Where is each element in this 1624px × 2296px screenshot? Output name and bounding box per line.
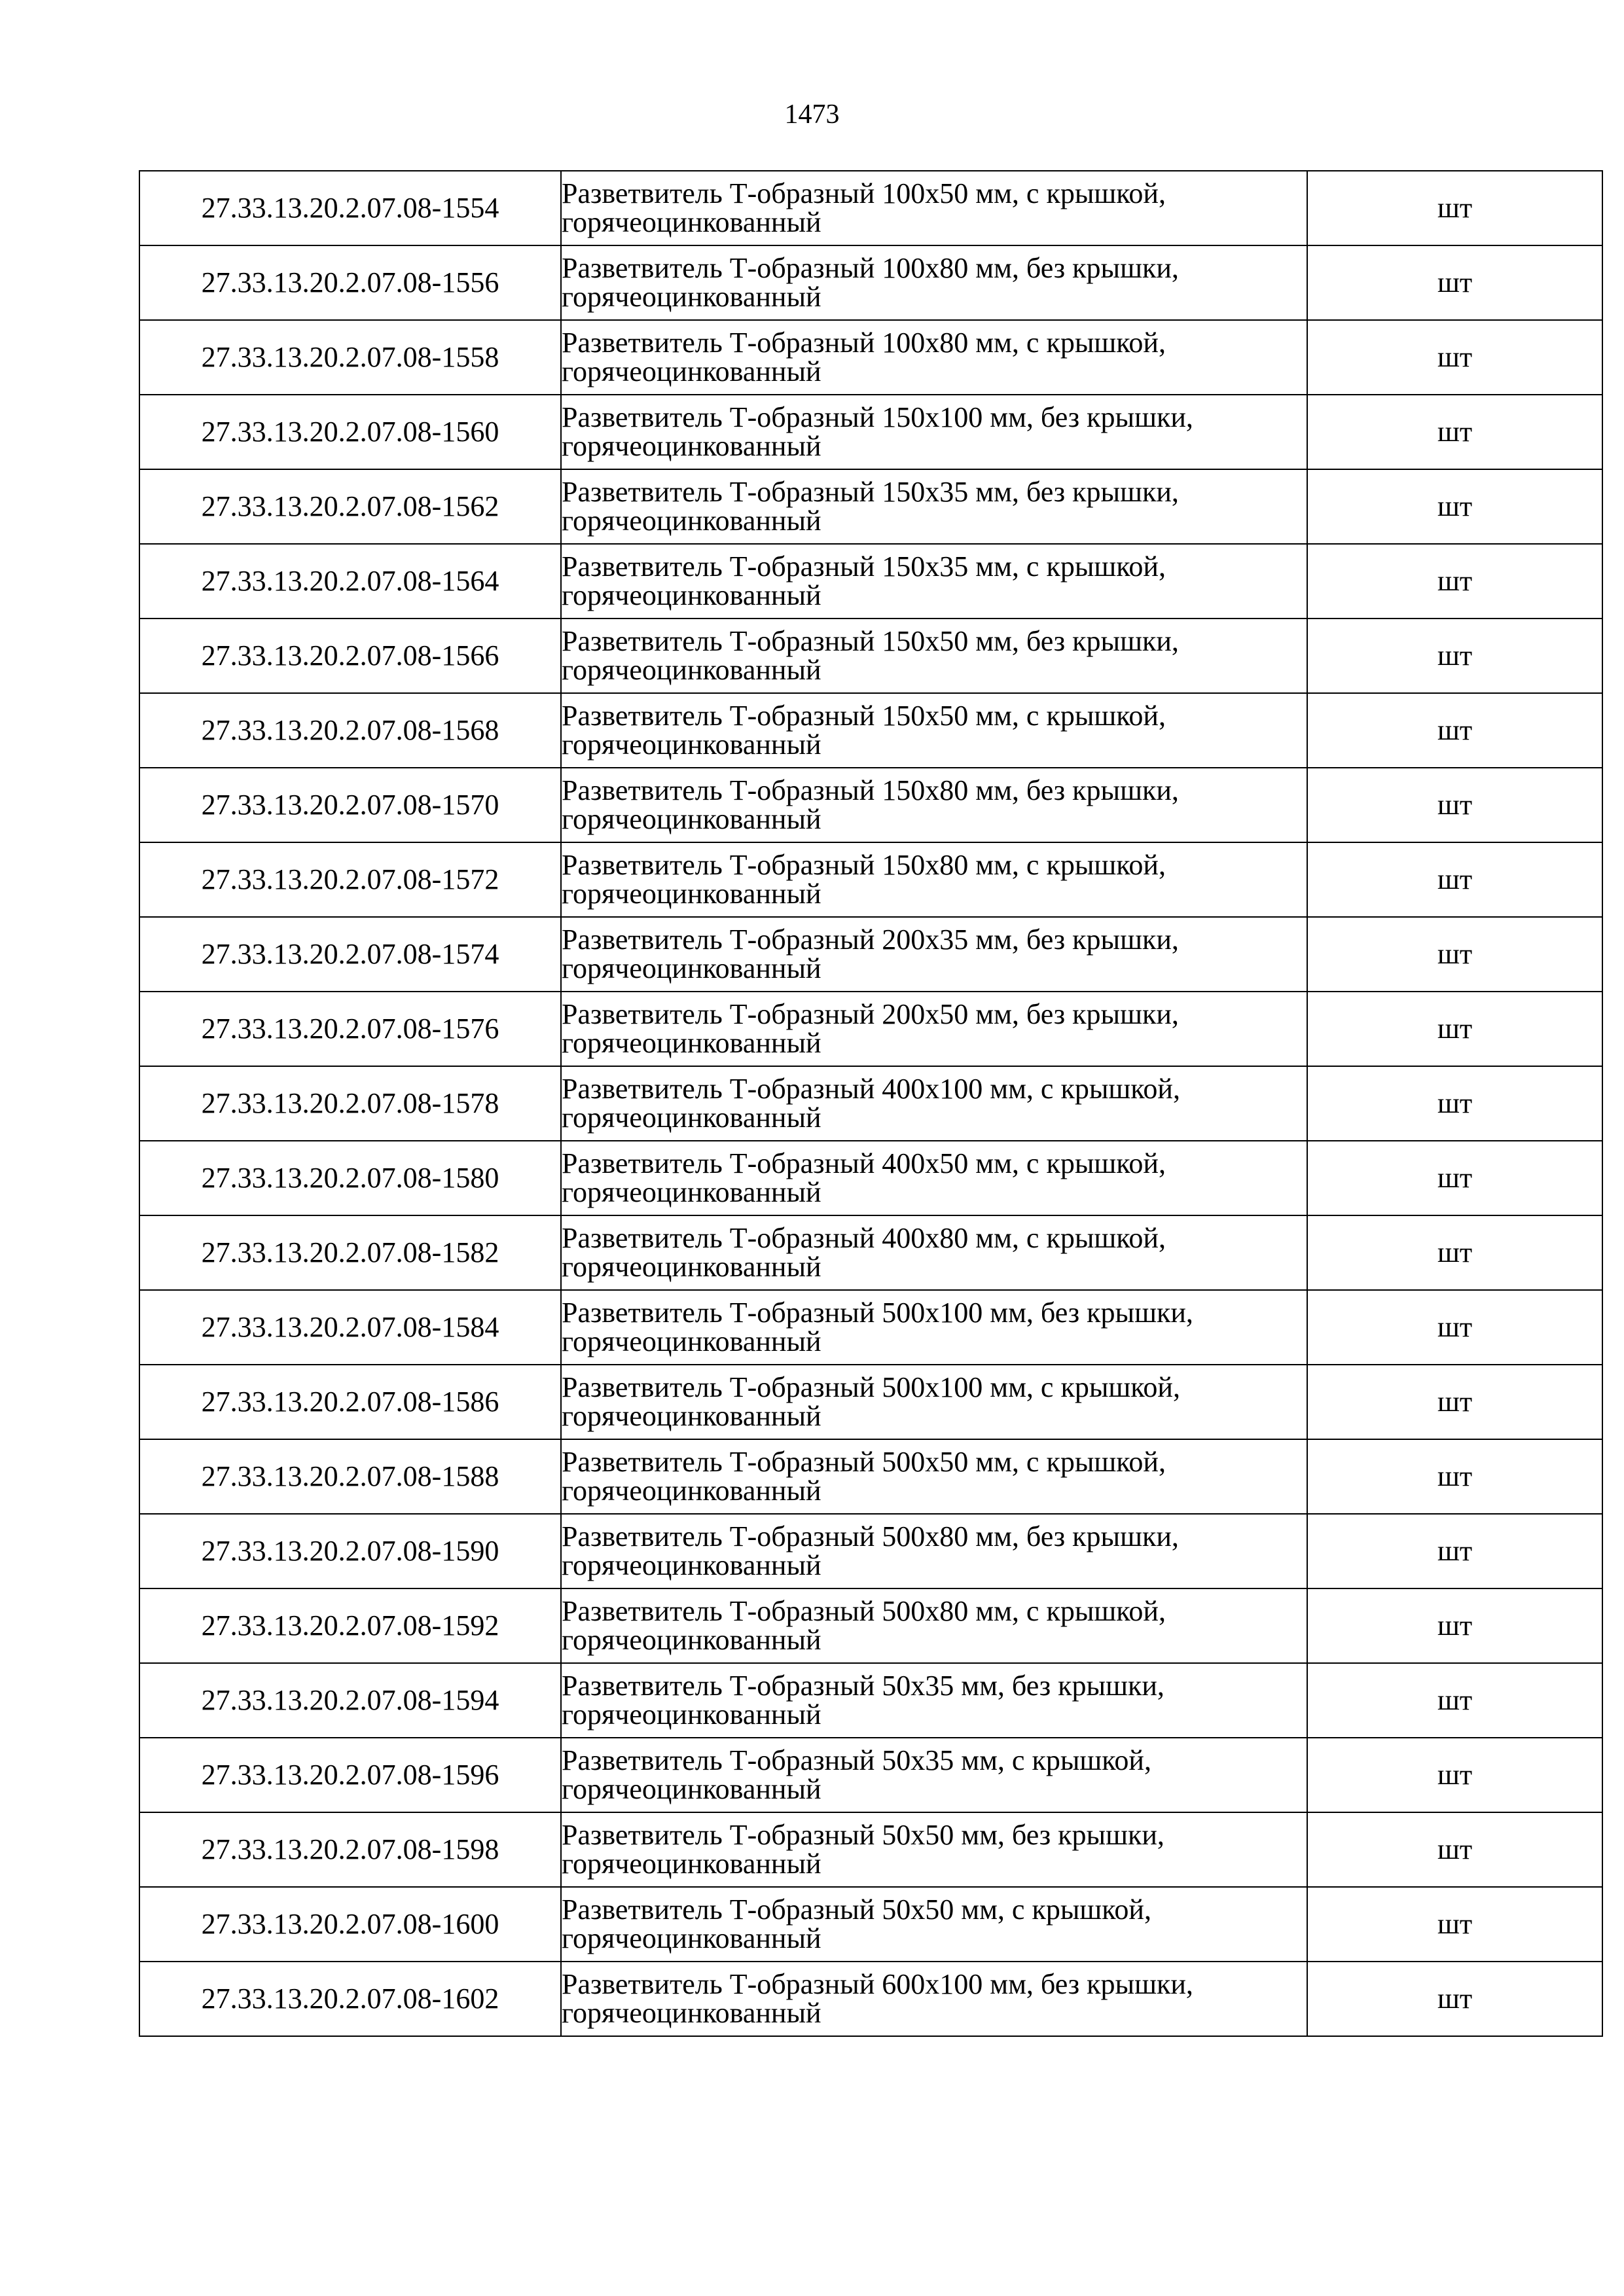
item-code-cell: 27.33.13.20.2.07.08-1562: [139, 469, 561, 544]
item-name-cell: [561, 1290, 1307, 1365]
item-name-line: Разветвитель Т-образный 150х100 мм, без крышки,: [562, 401, 1193, 433]
unit-cell: шт: [1307, 1066, 1602, 1141]
table-row: [139, 1514, 1602, 1588]
item-name-cell: [561, 1215, 1307, 1290]
table-row: [139, 1290, 1602, 1365]
table-row: [139, 1215, 1602, 1290]
item-name-line: горячеоцинкованный: [562, 1624, 821, 1656]
item-name-line: Разветвитель Т-образный 200х50 мм, без крышки,: [562, 998, 1179, 1030]
item-code-cell: 27.33.13.20.2.07.08-1568: [139, 693, 561, 768]
item-name-line: Разветвитель Т-образный 50х35 мм, без крышки,: [562, 1670, 1164, 1702]
item-name-line: Разветвитель Т-образный 150х50 мм, с крышкой,: [562, 700, 1166, 732]
item-code-cell: 27.33.13.20.2.07.08-1588: [139, 1439, 561, 1514]
unit-cell: шт: [1307, 544, 1602, 619]
unit-cell: шт: [1307, 842, 1602, 917]
table-row: [139, 1365, 1602, 1439]
item-name-cell: [561, 917, 1307, 992]
table-row: [139, 768, 1602, 842]
item-code-cell: 27.33.13.20.2.07.08-1596: [139, 1738, 561, 1812]
item-name-line: горячеоцинкованный: [562, 728, 821, 761]
item-name-line: Разветвитель Т-образный 50х50 мм, с крышкой,: [562, 1893, 1151, 1926]
table-row: [139, 1887, 1602, 1962]
item-name-line: Разветвитель Т-образный 500х100 мм, без крышки,: [562, 1297, 1193, 1329]
table-row: [139, 245, 1602, 320]
item-name-line: Разветвитель Т-образный 50х50 мм, без крышки,: [562, 1819, 1164, 1851]
item-name-line: горячеоцинкованный: [562, 579, 821, 611]
item-code-cell: 27.33.13.20.2.07.08-1586: [139, 1365, 561, 1439]
item-code-cell: 27.33.13.20.2.07.08-1576: [139, 992, 561, 1066]
unit-cell: шт: [1307, 917, 1602, 992]
unit-cell: шт: [1307, 469, 1602, 544]
item-code-cell: 27.33.13.20.2.07.08-1578: [139, 1066, 561, 1141]
item-name-line: горячеоцинкованный: [562, 505, 821, 537]
item-code-cell: 27.33.13.20.2.07.08-1564: [139, 544, 561, 619]
item-name-cell: [561, 1141, 1307, 1215]
unit-cell: шт: [1307, 1962, 1602, 2036]
item-name-cell: [561, 245, 1307, 320]
item-code-cell: 27.33.13.20.2.07.08-1592: [139, 1588, 561, 1663]
item-name-line: горячеоцинкованный: [562, 1698, 821, 1731]
item-name-line: горячеоцинкованный: [562, 1325, 821, 1357]
item-name-cell: [561, 1439, 1307, 1514]
item-code-cell: 27.33.13.20.2.07.08-1570: [139, 768, 561, 842]
item-name-line: горячеоцинкованный: [562, 206, 821, 238]
item-code-cell: 27.33.13.20.2.07.08-1558: [139, 320, 561, 395]
table-row: [139, 917, 1602, 992]
unit-cell: шт: [1307, 1663, 1602, 1738]
item-name-line: Разветвитель Т-образный 150х80 мм, без крышки,: [562, 774, 1179, 806]
item-name-line: горячеоцинкованный: [562, 430, 821, 462]
item-name-cell: [561, 842, 1307, 917]
item-code-cell: 27.33.13.20.2.07.08-1602: [139, 1962, 561, 2036]
page-number: 1473: [784, 99, 840, 130]
item-name-line: Разветвитель Т-образный 150х35 мм, без крышки,: [562, 476, 1179, 508]
unit-cell: шт: [1307, 992, 1602, 1066]
item-name-cell: [561, 1812, 1307, 1887]
unit-cell: шт: [1307, 320, 1602, 395]
catalog-table: [139, 170, 1603, 2037]
unit-cell: шт: [1307, 1514, 1602, 1588]
unit-cell: шт: [1307, 768, 1602, 842]
item-name-cell: [561, 1663, 1307, 1738]
item-name-cell: [561, 395, 1307, 469]
item-name-line: горячеоцинкованный: [562, 1176, 821, 1208]
unit-cell: шт: [1307, 1887, 1602, 1962]
table-row: [139, 1962, 1602, 2036]
item-name-line: горячеоцинкованный: [562, 952, 821, 984]
unit-cell: шт: [1307, 1215, 1602, 1290]
item-name-line: горячеоцинкованный: [562, 1027, 821, 1059]
table-row: [139, 1141, 1602, 1215]
item-name-line: горячеоцинкованный: [562, 1400, 821, 1432]
item-name-cell: [561, 1365, 1307, 1439]
item-name-line: горячеоцинкованный: [562, 654, 821, 686]
item-name-line: Разветвитель Т-образный 150х80 мм, с крышкой,: [562, 849, 1166, 881]
item-name-cell: [561, 768, 1307, 842]
item-name-line: горячеоцинкованный: [562, 803, 821, 835]
item-code-cell: 27.33.13.20.2.07.08-1584: [139, 1290, 561, 1365]
item-code-cell: 27.33.13.20.2.07.08-1582: [139, 1215, 561, 1290]
item-name-cell: [561, 1588, 1307, 1663]
item-code-cell: 27.33.13.20.2.07.08-1574: [139, 917, 561, 992]
item-name-cell: [561, 1887, 1307, 1962]
item-name-line: Разветвитель Т-образный 400х100 мм, с крышкой,: [562, 1073, 1180, 1105]
item-name-line: горячеоцинкованный: [562, 878, 821, 910]
item-name-line: горячеоцинкованный: [562, 1997, 821, 2029]
catalog-table-body: [139, 171, 1602, 2036]
item-name-cell: [561, 1738, 1307, 1812]
table-row: [139, 842, 1602, 917]
item-name-line: Разветвитель Т-образный 150х50 мм, без крышки,: [562, 625, 1179, 657]
unit-cell: шт: [1307, 693, 1602, 768]
item-name-line: Разветвитель Т-образный 400х50 мм, с крышкой,: [562, 1147, 1166, 1179]
unit-cell: шт: [1307, 1812, 1602, 1887]
item-name-line: горячеоцинкованный: [562, 1251, 821, 1283]
item-name-line: горячеоцинкованный: [562, 1848, 821, 1880]
item-name-line: Разветвитель Т-образный 50х35 мм, с крышкой,: [562, 1744, 1151, 1776]
item-name-line: горячеоцинкованный: [562, 1773, 821, 1805]
item-name-cell: [561, 544, 1307, 619]
item-code-cell: 27.33.13.20.2.07.08-1566: [139, 619, 561, 693]
item-code-cell: 27.33.13.20.2.07.08-1600: [139, 1887, 561, 1962]
item-name-cell: [561, 1962, 1307, 2036]
table-row: [139, 171, 1602, 245]
item-name-line: Разветвитель Т-образный 500х80 мм, без крышки,: [562, 1520, 1179, 1552]
table-row: [139, 1738, 1602, 1812]
item-name-line: Разветвитель Т-образный 400х80 мм, с крышкой,: [562, 1222, 1166, 1254]
unit-cell: шт: [1307, 1141, 1602, 1215]
item-name-line: Разветвитель Т-образный 200х35 мм, без крышки,: [562, 924, 1179, 956]
unit-cell: шт: [1307, 245, 1602, 320]
item-name-line: Разветвитель Т-образный 500х80 мм, с крышкой,: [562, 1595, 1166, 1627]
item-code-cell: 27.33.13.20.2.07.08-1590: [139, 1514, 561, 1588]
table-row: [139, 1439, 1602, 1514]
item-name-line: Разветвитель Т-образный 500х50 мм, с крышкой,: [562, 1446, 1166, 1478]
item-name-line: горячеоцинкованный: [562, 355, 821, 387]
table-row: [139, 320, 1602, 395]
item-name-line: Разветвитель Т-образный 500х100 мм, с крышкой,: [562, 1371, 1180, 1403]
item-name-line: горячеоцинкованный: [562, 1922, 821, 1954]
item-name-line: Разветвитель Т-образный 600х100 мм, без крышки,: [562, 1968, 1193, 2000]
item-code-cell: 27.33.13.20.2.07.08-1554: [139, 171, 561, 245]
item-name-line: горячеоцинкованный: [562, 1549, 821, 1581]
item-name-line: Разветвитель Т-образный 150х35 мм, с крышкой,: [562, 550, 1166, 583]
table-row: [139, 395, 1602, 469]
item-name-line: горячеоцинкованный: [562, 1102, 821, 1134]
item-name-cell: [561, 469, 1307, 544]
table-row: [139, 1663, 1602, 1738]
item-name-cell: [561, 619, 1307, 693]
table-row: [139, 992, 1602, 1066]
table-row: [139, 619, 1602, 693]
table-row: [139, 1588, 1602, 1663]
unit-cell: шт: [1307, 1738, 1602, 1812]
table-row: [139, 469, 1602, 544]
unit-cell: шт: [1307, 395, 1602, 469]
item-name-line: Разветвитель Т-образный 100х80 мм, без крышки,: [562, 252, 1179, 284]
item-name-line: горячеоцинкованный: [562, 1475, 821, 1507]
item-name-line: горячеоцинкованный: [562, 281, 821, 313]
table-row: [139, 544, 1602, 619]
item-code-cell: 27.33.13.20.2.07.08-1580: [139, 1141, 561, 1215]
item-name-cell: [561, 1514, 1307, 1588]
item-code-cell: 27.33.13.20.2.07.08-1556: [139, 245, 561, 320]
item-name-cell: [561, 992, 1307, 1066]
unit-cell: шт: [1307, 1588, 1602, 1663]
item-name-cell: [561, 320, 1307, 395]
item-code-cell: 27.33.13.20.2.07.08-1594: [139, 1663, 561, 1738]
table-row: [139, 1812, 1602, 1887]
item-name-cell: [561, 693, 1307, 768]
item-code-cell: 27.33.13.20.2.07.08-1572: [139, 842, 561, 917]
unit-cell: шт: [1307, 619, 1602, 693]
unit-cell: шт: [1307, 1439, 1602, 1514]
item-name-cell: [561, 171, 1307, 245]
item-code-cell: 27.33.13.20.2.07.08-1560: [139, 395, 561, 469]
item-name-cell: [561, 1066, 1307, 1141]
unit-cell: шт: [1307, 1365, 1602, 1439]
unit-cell: шт: [1307, 1290, 1602, 1365]
item-code-cell: 27.33.13.20.2.07.08-1598: [139, 1812, 561, 1887]
item-name-line: Разветвитель Т-образный 100х80 мм, с крышкой,: [562, 327, 1166, 359]
item-name-line: Разветвитель Т-образный 100х50 мм, с крышкой,: [562, 177, 1166, 209]
table-row: [139, 693, 1602, 768]
unit-cell: шт: [1307, 171, 1602, 245]
table-row: [139, 1066, 1602, 1141]
